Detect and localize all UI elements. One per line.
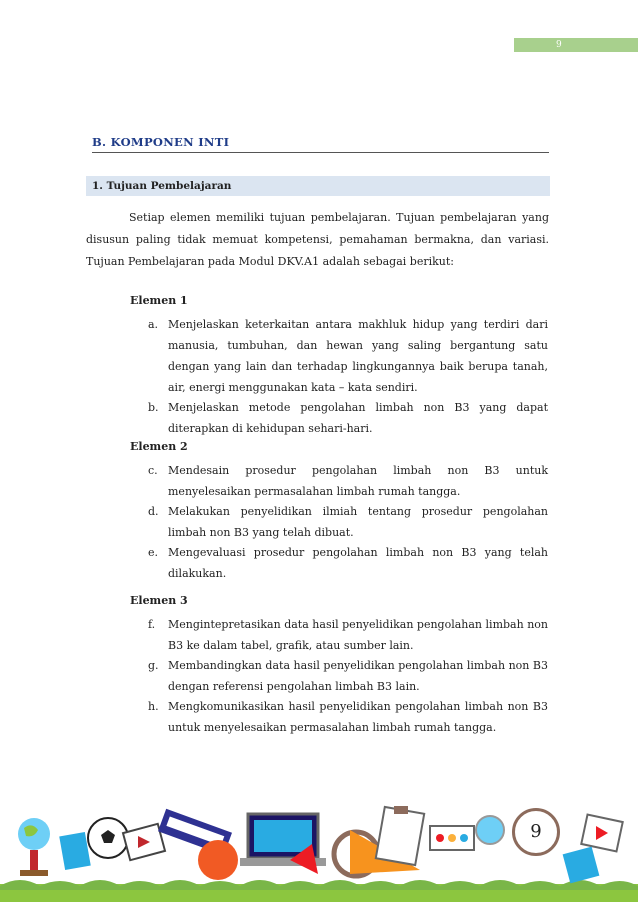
element-1-title: Elemen 1 [130, 294, 188, 307]
blue-book-icon [563, 847, 600, 884]
video-player-icon [123, 824, 165, 860]
list-item [148, 614, 548, 656]
page-number-badge: 9 [512, 808, 560, 856]
element-3-title: Elemen 3 [130, 594, 188, 607]
soccer-ball-icon [88, 818, 128, 858]
magnifier-icon [476, 816, 504, 844]
item-letter: c. [148, 464, 158, 477]
item-letter: g. [148, 659, 159, 672]
item-letter: d. [148, 505, 159, 518]
item-text: Mengintepretasikan data hasil penyelidikan pengolahan limbah non B3 ke dalam tabel, grafik, atau sumber lain. [168, 618, 548, 652]
list-item [148, 542, 548, 584]
clipboard-icon [376, 806, 424, 865]
book-icon [59, 832, 91, 870]
item-text: Mengevaluasi prosedur pengolahan limbah non B3 yang telah dilakukan. [168, 546, 548, 580]
list-item [148, 696, 548, 738]
list-item [148, 460, 548, 502]
basketball-icon [198, 840, 238, 880]
section-heading: B. KOMPONEN INTI [92, 135, 549, 153]
globe-icon [18, 818, 50, 876]
item-letter: h. [148, 700, 159, 713]
subsection-heading: 1. Tujuan Pembelajaran [86, 176, 550, 196]
intro-text: Setiap elemen memiliki tujuan pembelajaran. Tujuan pembelajaran yang disusun paling tidak memuat kompetensi, pemahaman bermakna, dan variasi. Tujuan Pembelajaran pada Modul DKV.A1 adalah sebagai berikut: [86, 211, 549, 268]
intro-paragraph [86, 207, 549, 273]
list-item [148, 501, 548, 543]
item-text: Menjelaskan keterkaitan antara makhluk hidup yang terdiri dari manusia, tumbuhan, dan hewan yang saling bergantung satu dengan yang lain dan terhadap lingkungannya baik berupa tanah, air, energi menggunakan kata – kata sendiri. [168, 318, 548, 394]
item-text: Membandingkan data hasil penyelidikan pengolahan limbah non B3 dengan referensi pengolahan limbah B3 lain. [168, 659, 548, 693]
video-slide-icon [581, 815, 622, 852]
list-item [148, 397, 548, 439]
element-2-title: Elemen 2 [130, 440, 188, 453]
paint-palette-icon [430, 826, 474, 850]
item-text: Mengkomunikasikan hasil penyelidikan pengolahan limbah non B3 untuk menyelesaikan permasalahan limbah rumah tangga. [168, 700, 548, 734]
item-letter: b. [148, 401, 159, 414]
item-letter: e. [148, 546, 159, 559]
item-letter: a. [148, 318, 159, 331]
list-item [148, 655, 548, 697]
page-number-tab: 9 [514, 38, 638, 52]
item-text: Menjelaskan metode pengolahan limbah non B3 yang dapat diterapkan di kehidupan sehari-hari. [168, 401, 548, 435]
item-letter: f. [148, 618, 156, 631]
item-text: Mendesain prosedur pengolahan limbah non B3 untuk menyelesaikan permasalahan limbah rumah tangga. [168, 464, 548, 498]
list-item [148, 314, 548, 398]
item-text: Melakukan penyelidikan ilmiah tentang prosedur pengolahan limbah non B3 yang telah dibuat. [168, 505, 548, 539]
